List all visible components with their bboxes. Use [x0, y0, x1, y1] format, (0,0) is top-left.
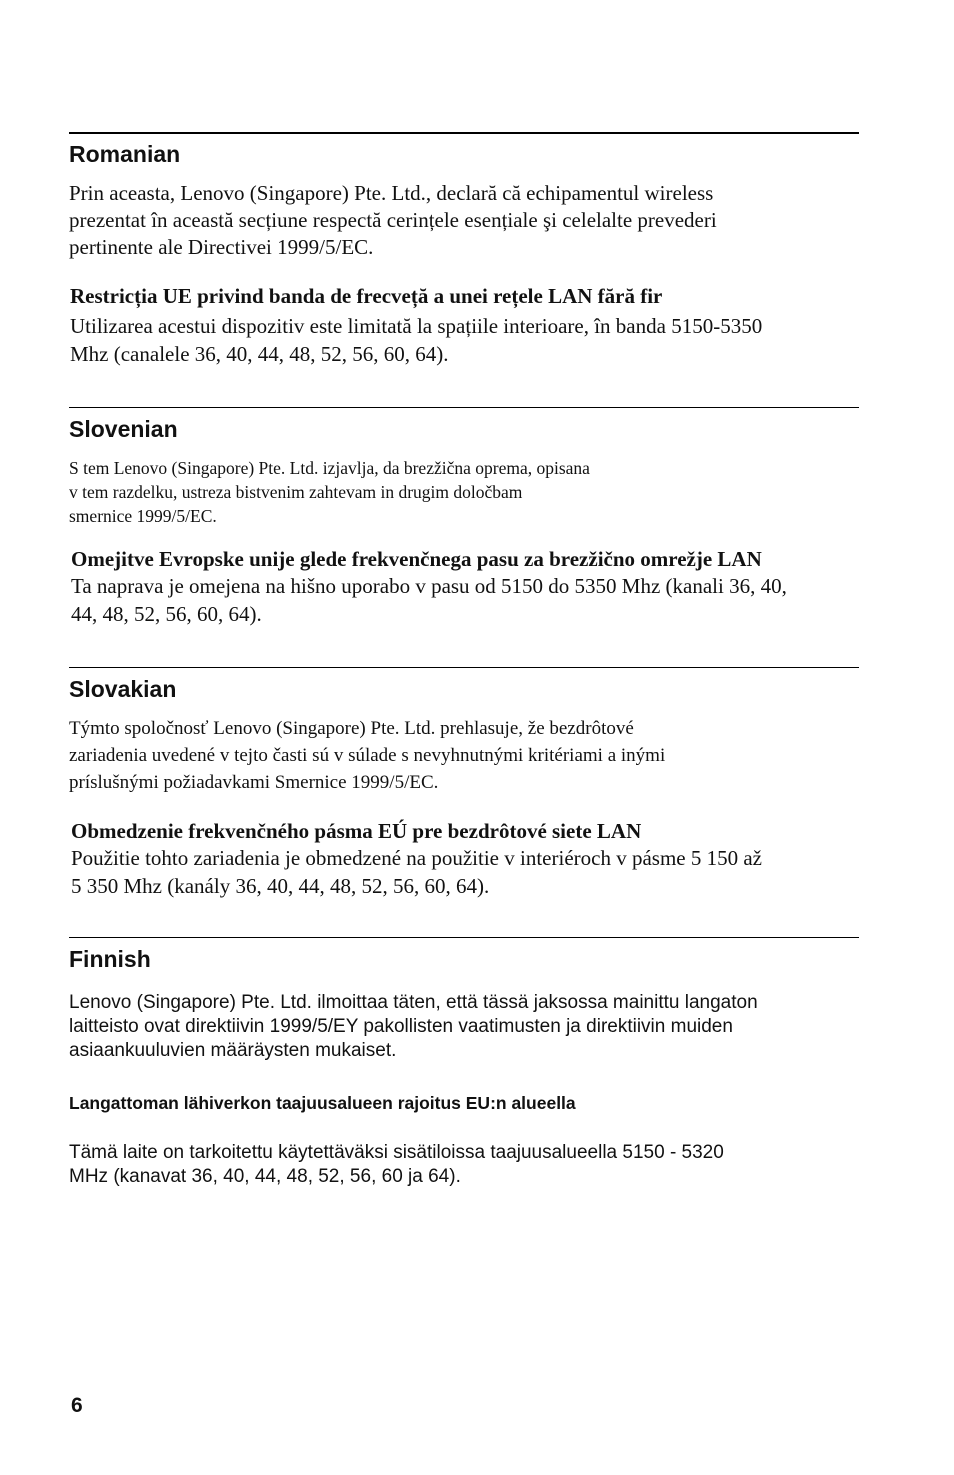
- section-heading: Romanian: [69, 141, 181, 167]
- declaration-line: asiaankuuluvien määräysten mukaiset.: [69, 1040, 397, 1061]
- section-heading: Slovakian: [69, 676, 177, 702]
- restriction-paragraph: [71, 572, 787, 628]
- restriction-line: 44, 48, 52, 56, 60, 64).: [71, 602, 262, 626]
- restriction-title: Restricția UE privind banda de frecveță a unei rețele LAN fără fir: [70, 284, 663, 308]
- restriction-line: Utilizarea acestui dispozitiv este limitată la spațiile interioare, în banda 5150-5350: [70, 314, 763, 338]
- restriction-title: Langattoman lähiverkon taajuusalueen rajoitus EU:n alueella: [69, 1093, 576, 1113]
- restriction-paragraph: [71, 844, 762, 900]
- declaration-line: Lenovo (Singapore) Pte. Ltd. ilmoittaa täten, että tässä jaksossa mainittu langaton: [69, 992, 758, 1013]
- declaration-line: Prin aceasta, Lenovo (Singapore) Pte. Ltd., declară că echipamentul wireless: [69, 181, 714, 205]
- restriction-line: 5 350 Mhz (kanály 36, 40, 44, 48, 52, 56, 60, 64).: [71, 874, 490, 898]
- declaration-paragraph: [69, 456, 590, 528]
- section-heading: Finnish: [69, 946, 151, 972]
- page-number: 6: [71, 1394, 83, 1417]
- restriction-title: Obmedzenie frekvenčného pásma EÚ pre bezdrôtové siete LAN: [71, 819, 642, 843]
- declaration-paragraph: [69, 180, 717, 261]
- restriction-paragraph: [70, 312, 762, 368]
- declaration-paragraph: [69, 715, 665, 796]
- section-divider: [69, 407, 859, 408]
- declaration-line: pertinente ale Directivei 1999/5/EC.: [69, 235, 374, 259]
- declaration-line: Týmto spoločnosť Lenovo (Singapore) Pte. Ltd. prehlasuje, že bezdrôtové: [69, 718, 634, 739]
- section-divider: [69, 937, 859, 938]
- restriction-title: Omejitve Evropske unije glede frekvenčnega pasu za brezžično omrežje LAN: [71, 547, 762, 571]
- declaration-paragraph: [69, 991, 758, 1063]
- declaration-line: zariadenia uvedené v tejto časti sú v súlade s nevyhnutnými kritériami a inými: [69, 745, 666, 766]
- declaration-line: S tem Lenovo (Singapore) Pte. Ltd. izjavlja, da brezžična oprema, opisana: [69, 458, 590, 478]
- restriction-line: Tämä laite on tarkoitettu käytettäväksi sisätiloissa taajuusalueella 5150 - 5320: [69, 1142, 724, 1163]
- restriction-paragraph: [69, 1141, 724, 1189]
- restriction-line: MHz (kanavat 36, 40, 44, 48, 52, 56, 60 ja 64).: [69, 1166, 461, 1187]
- section-heading: Slovenian: [69, 416, 178, 442]
- declaration-line: príslušnými požiadavkami Smernice 1999/5/EC.: [69, 772, 439, 793]
- declaration-line: laitteisto ovat direktiivin 1999/5/EY pakollisten vaatimusten ja direktiivin muiden: [69, 1016, 733, 1037]
- section-divider: [69, 132, 859, 134]
- restriction-line: Ta naprava je omejena na hišno uporabo v pasu od 5150 do 5350 Mhz (kanali 36, 40,: [71, 574, 787, 598]
- declaration-line: v tem razdelku, ustreza bistvenim zahtevam in drugim določbam: [69, 482, 523, 502]
- restriction-line: Mhz (canalele 36, 40, 44, 48, 52, 56, 60, 64).: [70, 342, 449, 366]
- restriction-line: Použitie tohto zariadenia je obmedzené na použitie v interiéroch v pásme 5 150 až: [71, 846, 762, 870]
- declaration-line: smernice 1999/5/EC.: [69, 506, 217, 526]
- declaration-line: prezentat în această secțiune respectă cerințele esențiale şi celelalte prevederi: [69, 208, 717, 232]
- section-divider: [69, 667, 859, 668]
